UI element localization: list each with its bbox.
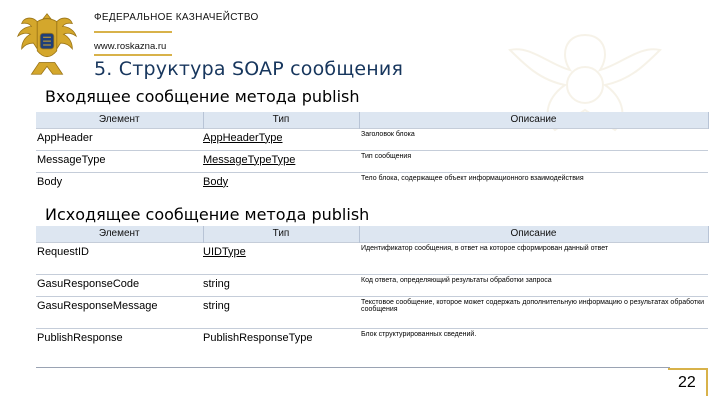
element-cell: AppHeader <box>36 128 203 150</box>
table-row <box>36 128 708 150</box>
double-headed-eagle-emblem-icon <box>8 6 86 84</box>
organization-name: ФЕДЕРАЛЬНОЕ КАЗНАЧЕЙСТВО <box>94 12 259 23</box>
website-link[interactable]: www.roskazna.ru <box>94 41 167 52</box>
type-link[interactable]: MessageTypeType <box>203 153 296 166</box>
type-link[interactable]: UIDType <box>203 245 246 258</box>
element-cell: Body <box>36 172 203 194</box>
table-row <box>36 172 708 194</box>
table-header-row <box>36 112 708 128</box>
description-cell: Идентификатор сообщения, в ответ на которое сформирован данный ответ <box>359 242 708 274</box>
outgoing-message-table <box>36 226 709 354</box>
type-cell: PublishResponseType <box>203 328 359 354</box>
footer-divider <box>36 367 670 368</box>
description-cell: Тип сообщения <box>359 150 708 172</box>
element-cell: RequestID <box>36 242 203 274</box>
element-cell: PublishResponse <box>36 328 203 354</box>
element-cell: GasuResponseMessage <box>36 296 203 328</box>
type-cell: string <box>203 296 359 328</box>
table-row <box>36 328 708 354</box>
table-row <box>36 296 708 328</box>
table-row <box>36 242 708 274</box>
element-cell: GasuResponseCode <box>36 274 203 296</box>
type-cell: string <box>203 274 359 296</box>
incoming-message-table <box>36 112 709 194</box>
description-cell: Код ответа, определяющий результаты обработки запроса <box>359 274 708 296</box>
column-header-type: Тип <box>203 226 359 242</box>
type-link[interactable]: AppHeaderType <box>203 131 283 144</box>
description-cell: Заголовок блока <box>359 128 708 150</box>
column-header-element: Элемент <box>36 112 203 128</box>
incoming-section-heading: Входящее сообщение метода publish <box>45 87 360 106</box>
column-header-description: Описание <box>359 226 708 242</box>
description-cell: Тело блока, содержащее объект информационного взаимодействия <box>359 172 708 194</box>
description-cell: Текстовое сообщение, которое может содержать дополнительную информацию о результатах обработки сообщения <box>359 296 708 328</box>
element-cell: MessageType <box>36 150 203 172</box>
header-divider <box>94 54 172 56</box>
column-header-type: Тип <box>203 112 359 128</box>
header-divider <box>94 31 172 33</box>
table-header-row <box>36 226 708 242</box>
slide-title: 5. Структура SOAP сообщения <box>94 58 404 80</box>
description-cell: Блок структурированных сведений. <box>359 328 708 354</box>
type-link[interactable]: Body <box>203 175 229 188</box>
table-row <box>36 150 708 172</box>
table-row <box>36 274 708 296</box>
outgoing-section-heading: Исходящее сообщение метода publish <box>45 205 370 224</box>
page-number: 22 <box>678 374 696 391</box>
column-header-description: Описание <box>359 112 708 128</box>
column-header-element: Элемент <box>36 226 203 242</box>
